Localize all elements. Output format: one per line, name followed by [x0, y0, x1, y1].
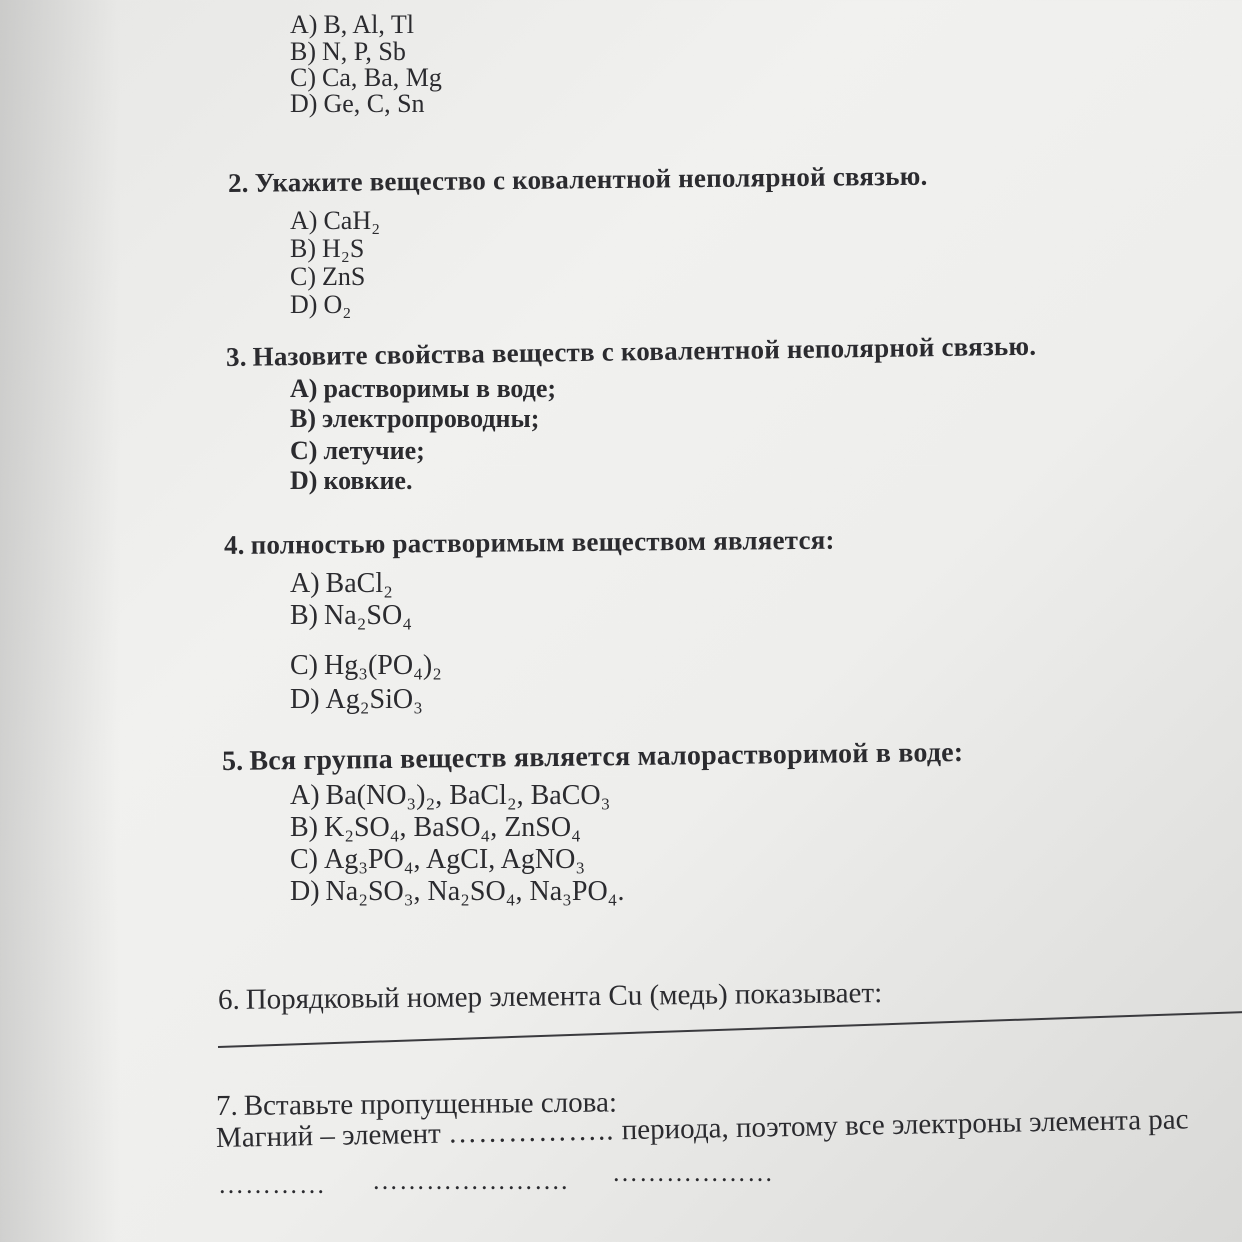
option-letter: D) — [290, 89, 318, 118]
option-text: электропроводны; — [322, 404, 540, 433]
q3-option-c — [290, 438, 425, 464]
question-text: Вся группа веществ является малорастворимой в воде: — [249, 736, 964, 777]
option-letter: D) — [290, 684, 320, 715]
option-letter: C) — [290, 436, 318, 465]
q2-option-b — [290, 236, 364, 262]
option-text: N, P, Sb — [322, 37, 406, 66]
q3-option-a — [290, 376, 556, 402]
q5-option-b — [290, 814, 581, 842]
option-letter: A) — [290, 374, 318, 403]
option-letter: D) — [290, 876, 320, 907]
blank-field[interactable]: …………….. — [447, 1114, 615, 1150]
question-4 — [224, 525, 835, 561]
option-text: Hg₃(PO₄)₂ — [324, 650, 442, 681]
question-number: 4. — [223, 529, 245, 560]
option-text: Ba(NO₃)₂, BaCl₂, BaCO₃ — [325, 780, 611, 811]
q1-option-c — [290, 65, 442, 91]
answer-line[interactable] — [218, 1011, 1242, 1048]
option-text: Na₂SO₃, Na₂SO₄, Na₃PO₄. — [325, 876, 625, 907]
option-text: Ag₃PO₄, AgCI, AgNO₃ — [324, 844, 586, 875]
q2-option-a — [290, 208, 380, 234]
q1-option-d — [290, 91, 425, 117]
option-text: B, Al, Tl — [323, 10, 414, 39]
question-number: 3. — [225, 341, 247, 372]
question-6 — [218, 977, 883, 1017]
option-letter: D) — [290, 466, 318, 495]
q2-option-c — [290, 264, 365, 290]
option-text: Na₂SO₄ — [324, 600, 412, 631]
option-text: растворимы в воде; — [323, 374, 557, 403]
option-text: Ag₂SiO₃ — [325, 684, 423, 715]
option-letter: C) — [290, 844, 318, 875]
question-number: 5. — [221, 745, 244, 777]
option-text: CaH₂ — [323, 206, 381, 235]
option-letter: A) — [290, 206, 318, 235]
blank-field-3[interactable]: ……………… — [612, 1158, 774, 1187]
q5-option-c — [290, 846, 585, 874]
question-text: Вставьте пропущенные слова: — [243, 1086, 618, 1122]
option-letter: C) — [290, 63, 316, 92]
option-text: K₂SO₄, BaSO₄, ZnSO₄ — [324, 812, 581, 843]
option-letter: B) — [290, 234, 316, 263]
option-letter: A) — [290, 780, 320, 811]
option-text: BaCl₂ — [325, 568, 393, 599]
option-text: Ge, C, Sn — [323, 89, 425, 118]
question-text: Укажите вещество с ковалентной неполярной связью. — [254, 160, 928, 198]
q4-option-a — [290, 570, 393, 598]
q4-option-c — [290, 652, 442, 680]
option-letter: B) — [290, 404, 316, 433]
option-text: Ca, Ba, Mg — [322, 63, 442, 92]
option-letter: D) — [290, 290, 318, 319]
option-letter: A) — [290, 568, 320, 599]
option-letter: C) — [290, 262, 316, 291]
q1-option-b — [290, 39, 406, 65]
q3-option-b — [290, 406, 539, 432]
option-letter: B) — [290, 812, 318, 843]
blank-field-1[interactable]: ………… — [218, 1170, 326, 1199]
q5-option-a — [290, 782, 610, 810]
question-number: 6. — [217, 983, 240, 1016]
question-text: Порядковый номер элемента Cu (медь) показывает: — [245, 977, 883, 1016]
blank-field-2[interactable]: …………………. — [372, 1166, 569, 1195]
option-letter: B) — [290, 600, 318, 631]
question-text: полностью растворимым веществом является: — [250, 524, 835, 560]
q3-option-d — [290, 468, 412, 494]
option-text: ковкие. — [323, 466, 413, 495]
question-text: Назовите свойства веществ с ковалентной неполярной связью. — [252, 330, 1037, 372]
option-letter: C) — [290, 650, 318, 681]
option-text: летучие; — [323, 436, 425, 465]
q4-option-b — [290, 602, 412, 630]
question-2 — [228, 161, 928, 199]
option-letter: B) — [290, 37, 316, 66]
q4-option-d — [290, 686, 423, 714]
option-letter: A) — [290, 10, 318, 39]
question-5 — [222, 737, 964, 778]
option-text: H₂S — [322, 234, 365, 263]
option-text: O₂ — [323, 290, 352, 319]
sentence-end: периода, поэтому все электроны элемента рас — [621, 1103, 1189, 1147]
sentence-start: Магний – элемент — [215, 1117, 442, 1154]
option-text: ZnS — [322, 262, 366, 291]
question-number: 2. — [227, 167, 249, 198]
q5-option-d — [290, 878, 624, 906]
q2-option-d — [290, 292, 351, 318]
question-number: 7. — [215, 1089, 238, 1122]
page-shadow — [0, 0, 120, 1242]
question-3 — [226, 331, 1037, 373]
q1-option-a — [290, 12, 414, 38]
